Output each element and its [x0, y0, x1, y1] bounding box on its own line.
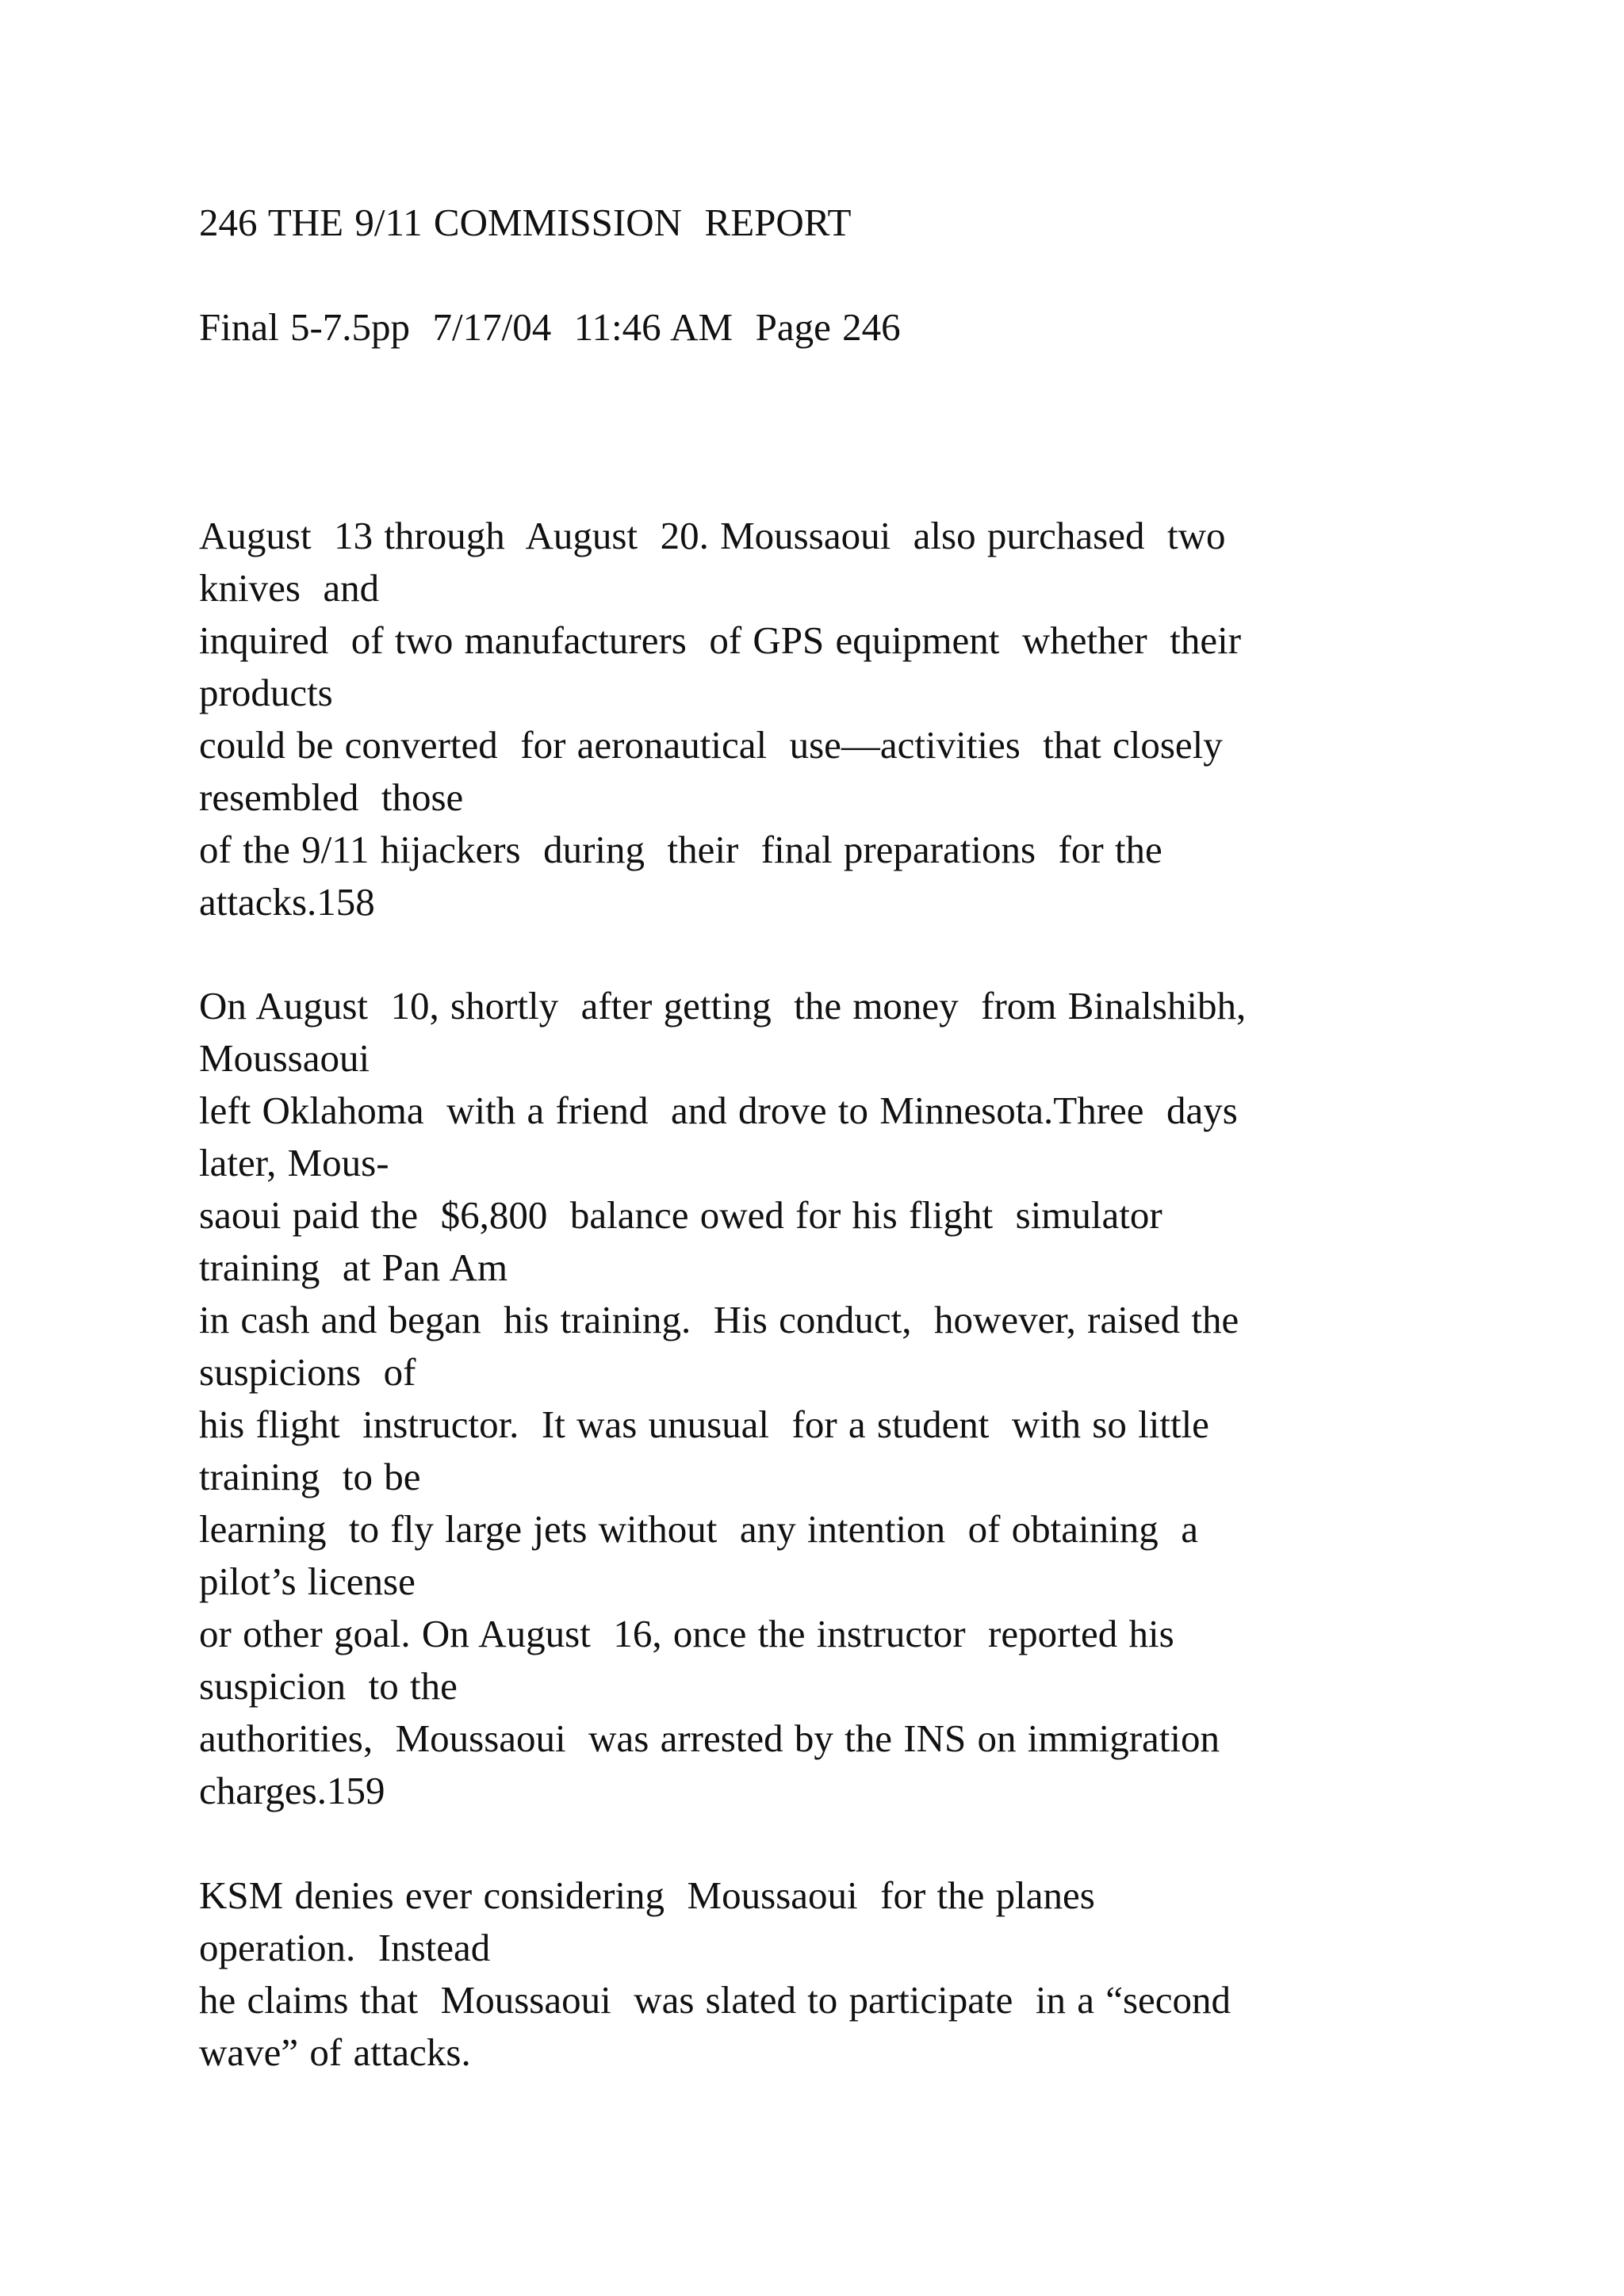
slug-line: Final 5-7.5pp 7/17/04 11:46 AM Page 246	[199, 305, 901, 349]
paragraph-1-line-5: could be converted for aeronautical use—activities that closely	[199, 723, 1223, 767]
paragraph-2-line-3: left Oklahoma with a friend and drove to Minnesota.Three days	[199, 1089, 1238, 1132]
paragraph-3-line-4: wave” of attacks.	[199, 2030, 471, 2074]
paragraph-2-line-2: Moussaoui	[199, 1036, 370, 1080]
paragraph-1-line-4: products	[199, 671, 333, 714]
paragraph-2-line-9: his flight instructor. It was unusual for a student with so little	[199, 1402, 1209, 1446]
paragraph-2-line-13: or other goal. On August 16, once the instructor reported his	[199, 1612, 1174, 1655]
paragraph-1-line-1: August 13 through August 20. Moussaoui also purchased two	[199, 514, 1226, 557]
paragraph-2-line-11: learning to fly large jets without any intention of obtaining a	[199, 1507, 1199, 1551]
paragraph-1-line-6: resembled those	[199, 775, 464, 819]
running-head: 246 THE 9/11 COMMISSION REPORT	[199, 201, 852, 244]
paragraph-1-line-7: of the 9/11 hijackers during their final preparations for the	[199, 828, 1162, 871]
paragraph-2-line-7: in cash and began his training. His conduct, however, raised the	[199, 1298, 1239, 1341]
paragraph-2-line-5: saoui paid the $6,800 balance owed for his flight simulator	[199, 1193, 1162, 1237]
paragraph-3-line-1: KSM denies ever considering Moussaoui for the planes	[199, 1873, 1095, 1917]
paragraph-2-line-16: charges.159	[199, 1769, 385, 1812]
paragraph-1-line-8: attacks.158	[199, 880, 375, 924]
paragraph-1-line-2: knives and	[199, 566, 380, 610]
paragraph-2-line-15: authorities, Moussaoui was arrested by the INS on immigration	[199, 1716, 1220, 1760]
paragraph-2-line-8: suspicions of	[199, 1350, 416, 1394]
paragraph-2-line-4: later, Mous-	[199, 1141, 389, 1184]
paragraph-3-line-2: operation. Instead	[199, 1926, 491, 1969]
paragraph-3-line-3: he claims that Moussaoui was slated to participate in a “second	[199, 1978, 1231, 2022]
paragraph-1-line-3: inquired of two manufacturers of GPS equipment whether their	[199, 618, 1242, 662]
paragraph-2-line-1: On August 10, shortly after getting the money from Binalshibh,	[199, 984, 1247, 1027]
paragraph-2-line-10: training to be	[199, 1455, 421, 1498]
paragraph-2-line-14: suspicion to the	[199, 1664, 458, 1708]
paragraph-2-line-6: training at Pan Am	[199, 1246, 508, 1289]
paragraph-2-line-12: pilot’s license	[199, 1559, 416, 1603]
